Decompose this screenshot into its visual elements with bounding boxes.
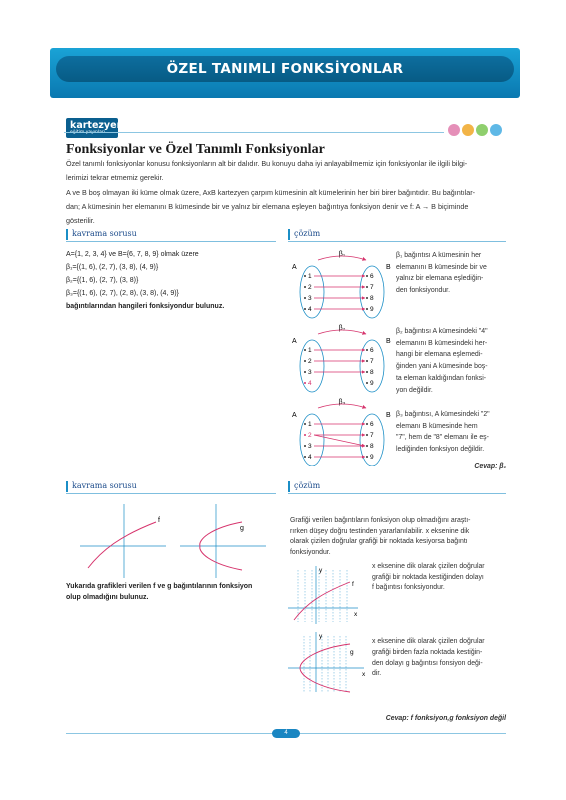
question-2-text xyxy=(66,581,280,603)
b-element: 9 xyxy=(370,306,374,313)
question-graphs xyxy=(80,500,270,580)
x-axis-label: x xyxy=(362,671,366,678)
solution-line: β₃ bağıntısı, A kümesindeki "2" xyxy=(396,411,490,418)
solution-line: dir. xyxy=(372,670,382,678)
diagram-beta3 xyxy=(292,399,391,466)
question-header-1 xyxy=(66,229,276,242)
page-number: 4 xyxy=(272,729,300,738)
set-a-label: A xyxy=(292,412,297,419)
question-header-2 xyxy=(66,481,276,494)
solution-header-1 xyxy=(288,229,506,242)
intro-paragraph-2 xyxy=(66,186,506,227)
title-banner-inner xyxy=(56,56,514,82)
question-line: olup olmadığını bulunuz. xyxy=(66,594,149,601)
question-1-text xyxy=(66,248,276,313)
a-element: 2 xyxy=(308,358,312,365)
a-element: 3 xyxy=(308,295,312,302)
solution-line: hangi bir elemana eşlemedi- xyxy=(396,351,483,359)
solution-line: lediğinden fonksiyon değildir. xyxy=(396,446,485,454)
solution-line: yalnız bir elemana eşlediğin- xyxy=(396,275,484,283)
question-line: β₃={(1, 6), (2, 7), (2, 8), (3, 8), (4, 9)} xyxy=(66,290,179,297)
a-element-unmapped: 4 xyxy=(308,380,312,387)
question-line: β₂={(1, 6), (2, 7), (3, 8)} xyxy=(66,277,139,284)
answer-2: Cevap: f fonksiyon,g fonksiyon değil xyxy=(385,715,506,722)
solution-line: ğinden yani A kümesinde boş- xyxy=(396,363,488,371)
a-element: 1 xyxy=(308,273,312,280)
question-line: A={1, 2, 3, 4} ve B={6, 7, 8, 9} olmak üzere xyxy=(66,251,199,258)
solution-line: yon değildir. xyxy=(396,386,433,394)
question-title: kavrama sorusu xyxy=(72,481,137,490)
publisher-logo xyxy=(66,118,124,138)
b-element: 6 xyxy=(370,347,374,354)
diagram-beta2 xyxy=(292,325,391,392)
solution-line: f bağıntısı fonksiyondur. xyxy=(372,584,445,591)
solution-line: grafiği bir noktada kestiğinden dolayı xyxy=(372,573,484,581)
intro-line: dan; A kümesinin her elemanını B kümesinde bir ve yalnız bir elemana eşleyen bağıntıya fonksiyon denir ve f: A → B biçiminde xyxy=(66,201,469,211)
solution-beta1 xyxy=(396,250,508,297)
solution-beta2 xyxy=(396,326,508,396)
b-element: 9 xyxy=(370,380,374,387)
solution-g-text xyxy=(372,637,508,680)
solution-line: den fonksiyondur. xyxy=(396,287,451,295)
intro-line: Özel tanımlı fonksiyonlar konusu fonksiyonların alt bir dalıdır. Bu konuyu daha iyi anlayabilmemiz için fonksiyonlar ile ilgili bilgi- xyxy=(66,159,468,168)
a-element: 3 xyxy=(308,443,312,450)
solution-beta3 xyxy=(396,409,508,456)
b-element: 8 xyxy=(370,295,374,302)
a-element: 1 xyxy=(308,347,312,354)
a-element: 1 xyxy=(308,421,312,428)
g-label: g xyxy=(240,525,244,532)
solution-line: Grafiği verilen bağıntıların fonksiyon olup olmadığını araştı- xyxy=(290,517,471,524)
solution-line: x eksenine dik olarak çizilen doğrular xyxy=(372,563,485,570)
header-divider xyxy=(64,132,444,133)
a-element: 4 xyxy=(308,306,312,313)
solution-line: fonksiyondur. xyxy=(290,548,331,556)
solution-line: rırken düşey doğru testinden yararlanılabilir. x eksenine dik xyxy=(290,527,470,535)
intro-line: gösterilir. xyxy=(66,215,95,225)
solution-line: "7", hem de "8" elemanı ile eş- xyxy=(396,434,489,442)
solution-header-2 xyxy=(288,481,506,494)
solution-graph-g xyxy=(288,632,366,692)
solution-line: β₁ bağıntısı A kümesinin her xyxy=(396,252,482,259)
a-element-double: 2 xyxy=(308,432,312,439)
solution-line: elemanı B kümesinde hem xyxy=(396,422,478,430)
solution-graph-f xyxy=(288,566,358,624)
section-heading: Fonksiyonlar ve Özel Tanımlı Fonksiyonlar xyxy=(66,142,325,157)
solution-line: β₂ bağıntısı A kümesindeki "4" xyxy=(396,328,488,335)
green-dot-icon xyxy=(476,124,488,136)
b-element: 9 xyxy=(370,454,374,461)
solution-line: ta eleman kaldığından fonksi- xyxy=(396,374,487,382)
f-label: f xyxy=(158,517,160,524)
set-b-label: B xyxy=(386,264,391,271)
set-b-label: B xyxy=(386,338,391,345)
b-element: 6 xyxy=(370,273,374,280)
diagram-beta1 xyxy=(292,251,391,318)
logo-name: kartezyen xyxy=(70,120,124,131)
pink-dot-icon xyxy=(448,124,460,136)
a-element: 4 xyxy=(308,454,312,461)
solution-title: çözüm xyxy=(294,481,321,490)
b-element: 8 xyxy=(370,443,374,450)
f-label: f xyxy=(352,581,354,588)
set-b-label: B xyxy=(386,412,391,419)
question-final: bağıntılarından hangileri fonksiyondur bulunuz. xyxy=(66,303,225,310)
x-axis-label: x xyxy=(354,611,358,618)
question-line: Yukarıda grafikleri verilen f ve g bağıntılarının fonksiyon xyxy=(66,583,253,590)
question-title: kavrama sorusu xyxy=(72,229,137,238)
page-title: ÖZEL TANIMLI FONKSİYONLAR xyxy=(166,61,404,77)
set-a-label: A xyxy=(292,264,297,271)
set-a-ellipse xyxy=(300,266,324,318)
b-element: 6 xyxy=(370,421,374,428)
b-element: 7 xyxy=(370,358,374,365)
solution-line: x eksenine dik olarak çizilen doğrular xyxy=(372,638,485,645)
intro-paragraph-1 xyxy=(66,157,506,185)
solution-line: den dolayı g bağıntısı fonsiyon deği- xyxy=(372,659,483,667)
beta2-label: β₂ xyxy=(338,325,346,332)
b-element: 7 xyxy=(370,432,374,439)
b-element: 8 xyxy=(370,369,374,376)
set-a-label: A xyxy=(292,338,297,345)
mapping-diagrams xyxy=(286,246,394,466)
solution-2-intro xyxy=(290,516,506,558)
y-axis-label: y xyxy=(319,567,323,574)
intro-line: lerimizi tekrar etmemiz gerekir. xyxy=(66,172,164,182)
intro-line: A ve B boş olmayan iki küme olmak üzere, AxB kartezyen çarpım kümesinin alt kümelerinin her biri birer bağıntıdır. Bu bağıntılar- xyxy=(66,188,476,197)
graph-f xyxy=(80,504,166,578)
y-axis-label: y xyxy=(319,633,323,640)
a-element: 3 xyxy=(308,369,312,376)
answer-1: Cevap: β₁ xyxy=(474,463,506,470)
beta1-label: β₁ xyxy=(338,251,346,258)
solution-line: grafiği birden fazla noktada kestiğin- xyxy=(372,648,483,656)
orange-dot-icon xyxy=(462,124,474,136)
solution-line: elemanını B kümesindeki her- xyxy=(396,339,488,347)
solution-f-text xyxy=(372,562,508,594)
title-banner xyxy=(50,48,520,98)
solution-title: çözüm xyxy=(294,229,321,238)
beta3-label: β₃ xyxy=(338,399,346,406)
solution-line: olarak çizilen doğrular grafiği bir noktada kesiyorsa bağıntı xyxy=(290,538,468,546)
blue-dot-icon xyxy=(490,124,502,136)
question-line: β₁={(1, 6), (2, 7), (3, 8), (4, 9)} xyxy=(66,264,159,271)
solution-graphs xyxy=(288,562,370,694)
g-label: g xyxy=(350,649,354,656)
graph-g xyxy=(180,504,266,578)
a-element: 2 xyxy=(308,284,312,291)
b-element: 7 xyxy=(370,284,374,291)
solution-line: elemanını B kümesinde bir ve xyxy=(396,263,487,271)
